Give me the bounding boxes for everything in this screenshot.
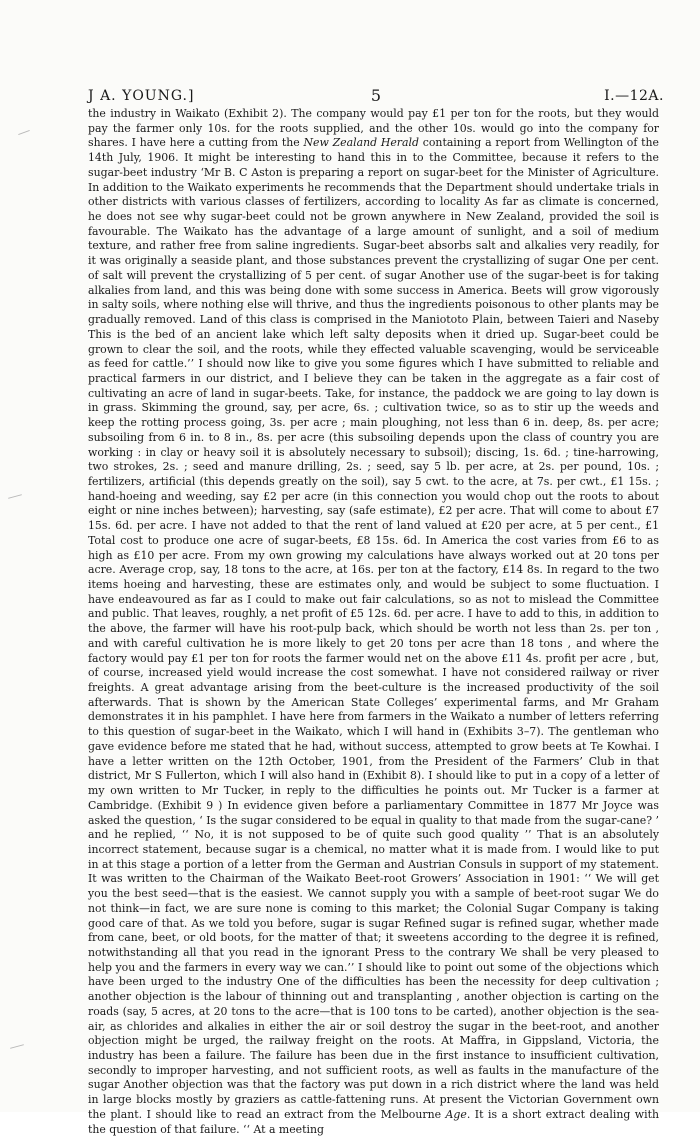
header-witness-name: J A. YOUNG.] — [88, 88, 195, 104]
scan-artifact-mark — [8, 494, 22, 499]
text-run: the industry in Waikato (Exhibit 2). The company would pay £1 per ton for the roots, but they would pay the farmer only 10s. for the roots supplied, and the other 10s. would go into the company for shares. I have here a cutting from the — [88, 107, 659, 150]
body-paragraph — [88, 107, 659, 1137]
newspaper-title: Age — [445, 1107, 467, 1121]
newspaper-title: New Zealand Herald — [303, 136, 419, 150]
page-header — [88, 88, 664, 108]
text-run: containing a report from Wellington of the 14th July, 1906. It might be interesting to hand this in to the Committee, because it refers to the sugar-beet industry ‘Mr B. C Aston is preparing a report on sugar-beet for the Minister of Agriculture. In addition to the Waikato experiments he recommends that the Department should undertake trials in other districts with various classes of fertilizers, according to locality As far as climate is concerned, he does not see why sugar-beet could not be grown anywhere in New Zealand, provided the soil is favourable. The Waikato has the advantage of a large amount of sunlight, and a soil of medium texture, and rather free from saline ingredients. Sugar-beet absorbs salt and alkalies very readily, for it was originally a seaside plant, and those substances prevent the crystallizing of sugar One per cent. of salt will prevent the crystallizing of 5 per cent. of sugar Another use of the sugar-beet is for taking alkalies from land, and this was being done with some success in America. Beets will grow vigorously in salty soils, where nothing else will thrive, and thus the ingredients poisonous to other plants may be gradually removed. Land of this class is comprised in the Maniototo Plain, between Taieri and Naseby This is the bed of an ancient lake which left salty deposits when it dried up. Sugar-beet could be grown to clear the soil, and the roots, while they effected valuable scavenging, would be serviceable as feed for cattle.’’ I should now like to give you some figures which I have submitted to reliable and practical farmers in our district, and I believe they can be taken in the aggregate as a fair cost of cultivating an acre of land in sugar-beets. Take, for instance, the paddock we are going to lay down is in grass. Skimming the ground, say, per acre, 6s. ; cultivation twice, so as to stir up the weeds and keep the rotting process going, 3s. per acre ; main ploughing, not less than 6 in. deep, 8s. per acre; subsoiling from 6 in. to 8 in., 8s. per acre (this subsoiling depends upon the class of country you are working : in clay or heavy soil it is absolutely necessary to subsoil); discing, 1s. 6d. ; tine-harrowing, two strokes, 2s. ; seed and manure drilling, 2s. ; seed, say 5 lb. per acre, at 2s. per pound, 10s. ; fertilizers, artificial (this depends greatly on the soil), say 5 cwt. to the acre, at 7s. per cwt., £1 15s. ; hand-hoeing and weeding, say £2 per acre (in this connection you would chop out the roots to about eight or nine inches between); harvesting, say (safe estimate), £2 per acre. That will come to about £7 15s. 6d. per acre. I have not added to that the rent of land valued at £20 per acre, at 5 per cent., £1 Total cost to produce one acre of sugar-beets, £8 15s. 6d. In America the cost varies from £6 to as high as £10 per acre. From my own growing my calculations have always worked out at 20 tons per acre. Average crop, say, 18 tons to the acre, at 16s. per ton at the factory, £14 8s. In regard to the two items hoeing and harvesting, these are estimates only, and would be subject to some fluctuation. I have endeavoured as far as I could to make out fair calculations, so as not to mislead the Committee and public. That leaves, roughly, a net profit of £5 12s. 6d. per acre. I have to add to this, in addition to the above, the farmer will have his root-pulp back, which should be worth not less than 2s. per ton , and with careful cultivation he is more likely to get 20 tons per acre than 18 tons , and where the factory would pay £1 per ton for roots the farmer would net on the above £11 4s. profit per acre , but, of course, increased yield would increase the cost somewhat. I have not considered railway or river freights. A great advantage arising from the beet-culture is the increased productivity of the soil afterwards. That is shown by the American State Colleges’ experimental farms, and Mr Graham demonstrates it in his pamphlet. I have here from farmers in the Waikato a number of letters referring to this question of sugar-beet in the Waikato, which I will hand in (Exhibits 3–7). The gentleman who gave evidence before me stated that he had, without success, attempted to grow beets at Te Kowhai. I have a letter written on the 12th October, 1901, from the President of the Farmers’ Club in that district, Mr S Fullerton, which I will also hand in (Exhibit 8). I should like to put in a copy of a letter of my own written to Mr Tucker, in reply to the difficulties he points out. Mr Tucker is a farmer at Cambridge. (Exhibit 9 ) In evidence given before a parliamentary Committee in 1877 Mr Joyce was asked the question, ‘ Is the sugar considered to be equal in quality to that made from the sugar-cane? ’ and he replied, ‘‘ No, it is not supposed to be of quite such good quality ’’ That is an absolutely incorrect statement, because sugar is a chemical, no matter what it is made from. I would like to put in at this stage a portion of a letter from the German and Austrian Consuls in support of my statement. It was written to the Chairman of the Waikato Beet-root Growers’ Association in 1901: ‘‘ We will get you the best seed—that is the easiest. We cannot supply you with a sample of beet-root sugar We do not think—in fact, we are sure none is coming to this market; the Colonial Sugar Company is taking good care of that. As we told you before, sugar is sugar Refined sugar is refined sugar, whether made from cane, beet, or old boots, for the matter of that; it sweetens according to the degree it is refined, notwithstanding all that you read in the ignorant Press to the contrary We shall be very pleased to help you and the farmers in every way we can.’’ I should like to point out some of the objections which have been urged to the industry One of the difficulties has been the necessity for deep cultivation ; another objection is the labour of thinning out and transplanting , another objection is carting on the roads (say, 5 acres, at 20 tons to the acre—that is 100 tons to be carted), another objection is the sea-air, as chlorides and alkalies in either the air or soil destroy the sugar in the beet-root, and another objection might be urged, the railway freight on the roots. At Maffra, in Gippsland, Victoria, the industry has been a failure. The failure has been due in the first instance to insufficient cultivation, secondly to improper harvesting, and not sufficient roots, as well as faults in the manufacture of the sugar Another objection was that the factory was put down in a rich district where the land was held in large blocks mostly by graziers as cattle-fattening runs. At present the Victorian Government own the plant. I should like to read an extract from the Melbourne — [88, 136, 659, 1121]
page-number: 5 — [370, 86, 382, 105]
scan-artifact-mark — [18, 130, 30, 135]
scan-artifact-mark — [10, 1044, 24, 1049]
document-reference: I.—12A. — [604, 88, 664, 104]
text-run: . It is a short extract dealing with the question of that failure. ‘‘ At a meeting — [88, 1107, 660, 1136]
evidence-text — [88, 107, 659, 1137]
